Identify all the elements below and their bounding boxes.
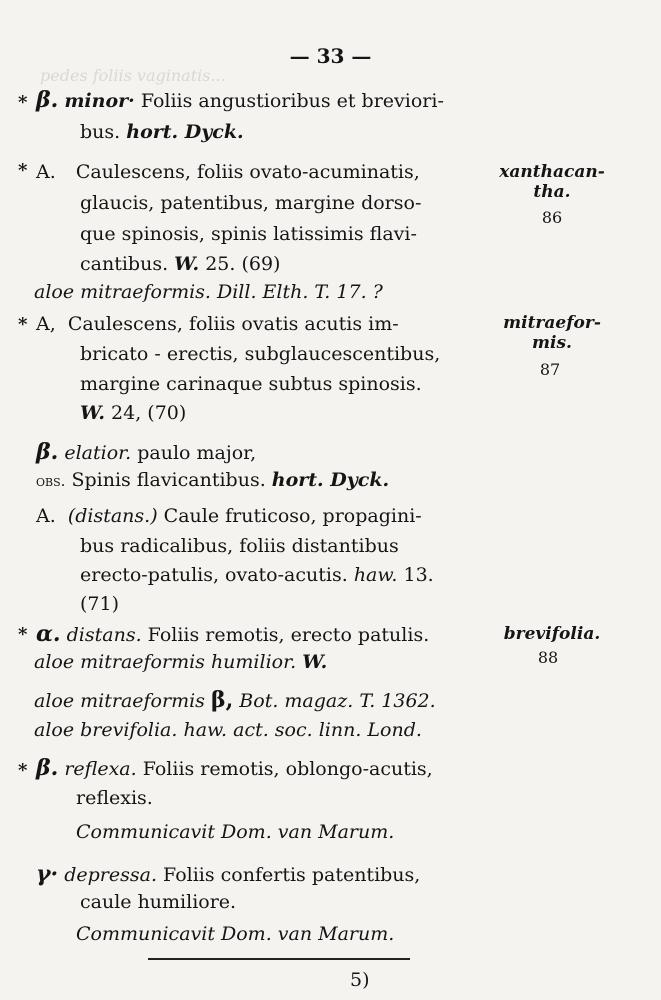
synonym [34,650,327,674]
signature-mark: 5) [350,969,370,991]
lead: A, [36,313,56,335]
credit-line: Communicavit Dom. van Marum. [76,821,395,843]
greek-letter-beta: β. [36,87,59,113]
margin-species-name [492,162,612,202]
entry-mitraeformis-line2: bricato - erectis, subglaucescentibus, [80,343,441,365]
variety-name: depressa. [64,864,157,886]
description: Caule fruticoso, propagini- [163,505,422,527]
margin-species-name [492,313,612,353]
entry-beta-reflexa-line2: reflexis. [76,787,153,809]
text: 13. [403,564,434,586]
text: bus. [80,121,121,143]
entry-gamma-depressa-line1 [36,862,420,887]
entry-beta-minor-line2 [80,120,244,144]
variety-name: distans. [66,624,142,646]
reference: haw. [353,564,398,586]
margin-number: 87 [539,360,561,379]
bleed-through-text: pedes foliis vaginatis... [40,66,226,85]
description: Foliis confertis patentibus, [163,864,421,886]
entry-distans-line3 [80,563,434,587]
entry-mitraeformis-line1 [36,312,399,336]
margin-name-part: tha. [533,182,571,202]
entry-beta-elatior-obs [36,468,389,493]
description: Caulescens, foliis ovato-acuminatis, [75,161,420,183]
greek-letter-alpha: α. [36,621,61,647]
entry-xanthacantha-line1 [36,160,420,184]
reference: W. [80,402,105,424]
entry-beta-reflexa-line1 [36,756,433,781]
text: cantibus. [80,253,169,275]
star-mark: * [18,92,28,113]
entry-alpha-distans-line1 [36,622,429,647]
margin-name-part: mitraefor- [503,313,601,333]
entry-beta-minor-line1 [36,88,444,113]
margin-species-name: brevifolia. [503,624,601,644]
variety-name: minor· [64,90,135,112]
species-name: (distans.) [67,505,158,527]
star-mark: * [18,160,28,181]
star-mark: * [18,624,28,645]
obs-label: obs. [36,472,66,490]
reference: hort. Dyck. [271,469,390,491]
text: 24, (70) [111,402,187,424]
entry-distans-line1 [36,504,422,528]
star-mark: * [18,760,28,781]
entry-distans-line2: bus radicalibus, foliis distantibus [80,535,399,557]
entry-gamma-depressa-line2: caule humiliore. [80,891,237,913]
description: Foliis remotis, oblongo-acutis, [142,758,433,780]
reference: W. [302,651,328,673]
variety-name: reflexa. [64,758,137,780]
synonym: aloe mitraeformis. Dill. Elth. T. 17. ? [34,281,383,303]
description: Foliis remotis, erecto patulis. [147,624,430,646]
text: aloe mitraeformis [34,690,205,712]
star-mark: * [18,314,28,335]
greek-letter-beta: β, [210,687,234,713]
page-number: — 33 — [289,44,372,68]
entry-beta-elatior-line1 [36,440,256,465]
variety-name: elatior. [64,442,132,464]
entry-xanthacantha-line4 [80,252,280,276]
margin-name-part: xanthacan- [499,162,605,182]
text: 25. (69) [205,253,281,275]
synonym [34,688,436,713]
lead: A. [36,505,56,527]
reference: W. [174,253,200,275]
greek-letter-gamma: γ· [36,861,59,887]
synonym: aloe brevifolia. haw. act. soc. linn. Lond. [34,719,422,741]
margin-number: 86 [541,208,563,227]
lead: A. [36,161,56,183]
description: Foliis angustioribus et breviori- [140,90,444,112]
text: aloe mitraeformis humilior. [34,651,297,673]
margin-number: 88 [537,648,559,667]
reference: hort. Dyck. [126,121,244,143]
entry-distans-line4: (71) [80,593,120,615]
greek-letter-beta: β. [36,755,59,781]
reference: Bot. magaz. T. 1362. [239,690,436,712]
description: Caulescens, foliis ovatis acutis im- [67,313,399,335]
footer-rule [148,958,410,960]
credit-line: Communicavit Dom. van Marum. [76,923,395,945]
entry-xanthacantha-line3: que spinosis, spinis latissimis flavi- [80,223,417,245]
text: erecto-patulis, ovato-acutis. [80,564,348,586]
greek-letter-beta: β. [36,439,59,465]
entry-mitraeformis-line4 [80,401,186,425]
entry-mitraeformis-line3: margine carinaque subtus spinosis. [80,373,422,395]
description: paulo major, [137,442,257,464]
entry-xanthacantha-line2: glaucis, patentibus, margine dorso- [80,192,422,214]
margin-name-part: mis. [532,333,572,353]
text: Spinis flavicantibus. [71,469,266,491]
